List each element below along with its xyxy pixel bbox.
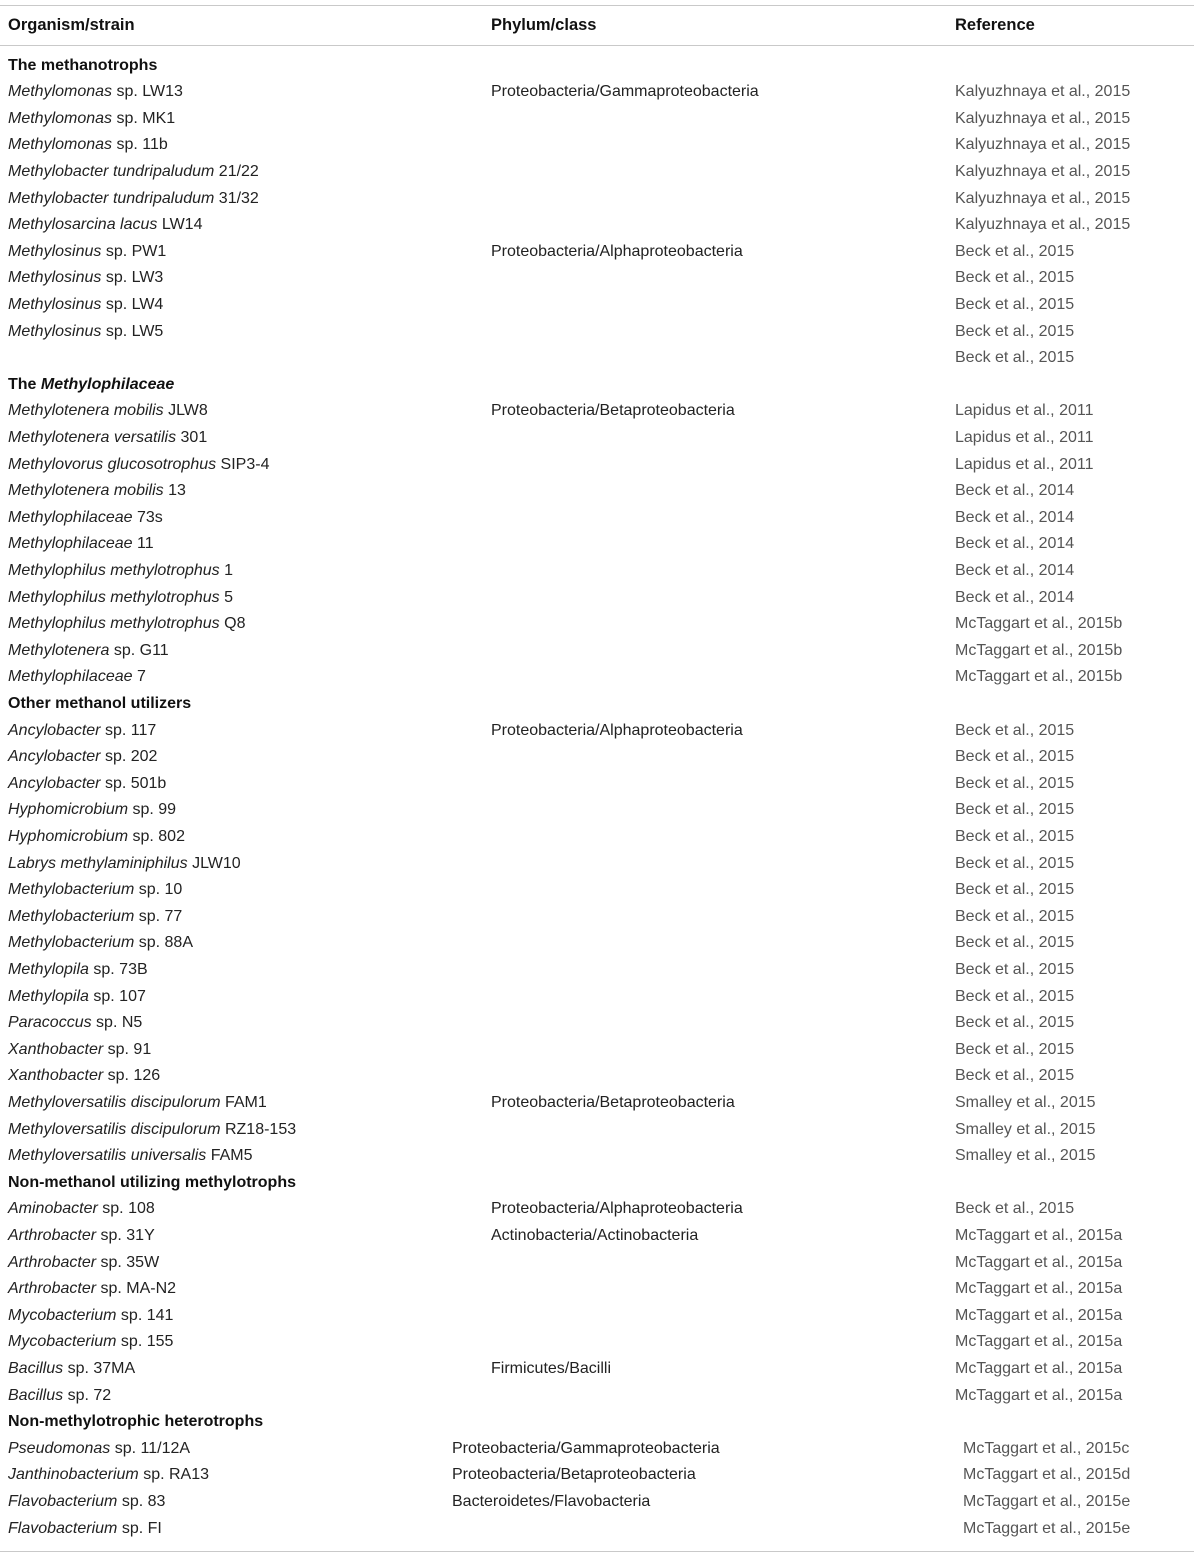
- table-row: [0, 1063, 1200, 1090]
- genus-name: Methylosarcina lacus: [8, 216, 158, 234]
- strain-name: 5: [219, 588, 234, 606]
- genus-name: Xanthobacter: [8, 1067, 104, 1085]
- genus-name: Methyloversatilis universalis: [8, 1147, 207, 1165]
- genus-name: Methylosinus: [8, 269, 102, 287]
- genus-name: Ancylobacter: [8, 774, 101, 792]
- strain-name: sp. LW5: [101, 322, 164, 340]
- genus-name: Ancylobacter: [8, 721, 101, 739]
- genus-name: Hyphomicrobium: [8, 801, 129, 819]
- genus-name: Methylobacter tundripaludum: [8, 162, 215, 180]
- reference-cell: Beck et al., 2015: [955, 349, 1075, 367]
- organism-cell: [8, 1276, 176, 1303]
- table-row: [0, 664, 1200, 691]
- strain-name: sp. PW1: [101, 242, 167, 260]
- strain-name: sp. 107: [88, 987, 146, 1005]
- genus-name: Methylophilaceae: [8, 668, 133, 686]
- table-row: [0, 186, 1200, 213]
- strain-name: JLW10: [187, 854, 241, 872]
- reference-cell: McTaggart et al., 2015c: [963, 1439, 1130, 1457]
- organism-cell: [8, 744, 157, 771]
- phylum-cell: Actinobacteria/Actinobacteria: [491, 1226, 699, 1244]
- organism-cell: [8, 984, 146, 1011]
- strain-name: 301: [176, 428, 208, 446]
- genus-name: Ancylobacter: [8, 748, 101, 766]
- table-row: [0, 1383, 1200, 1410]
- strain-name: sp. 37MA: [63, 1359, 136, 1377]
- table-row: [0, 1010, 1200, 1037]
- organism-cell: [8, 531, 154, 558]
- strain-name: FAM1: [220, 1093, 267, 1111]
- table-row: [0, 1223, 1200, 1250]
- section-title: [8, 53, 157, 80]
- table-row: [0, 1436, 1200, 1463]
- organism-cell: [8, 398, 208, 425]
- phylum-cell: Proteobacteria/Betaproteobacteria: [452, 1466, 696, 1484]
- strain-name: RZ18-153: [220, 1120, 297, 1138]
- reference-cell: Beck et al., 2015: [955, 1067, 1075, 1085]
- reference-cell: McTaggart et al., 2015a: [955, 1280, 1123, 1298]
- strain-name: sp. 73B: [88, 960, 148, 978]
- strain-name: FAM5: [206, 1147, 253, 1165]
- strain-name: sp. RA13: [138, 1466, 210, 1484]
- strain-name: sp. FI: [117, 1519, 162, 1537]
- table-row: [0, 585, 1200, 612]
- table-row: [0, 1276, 1200, 1303]
- strain-name: SIP3-4: [216, 455, 270, 473]
- section-title: [8, 1409, 263, 1436]
- reference-cell: Beck et al., 2015: [955, 242, 1075, 260]
- table-row: [0, 558, 1200, 585]
- strain-name: sp. 126: [103, 1067, 161, 1085]
- section-row: [0, 1409, 1200, 1436]
- reference-cell: Beck et al., 2015: [955, 721, 1075, 739]
- strain-name: 11: [132, 535, 154, 553]
- organism-cell: [8, 718, 156, 745]
- section-title: [8, 691, 191, 718]
- table-row: [0, 1356, 1200, 1383]
- phylum-cell: Proteobacteria/Gammaproteobacteria: [491, 83, 759, 101]
- organism-cell: [8, 186, 259, 213]
- reference-cell: Beck et al., 2015: [955, 269, 1075, 287]
- genus-name: Methyloversatilis discipulorum: [8, 1093, 221, 1111]
- organism-cell: [8, 585, 233, 612]
- reference-cell: Kalyuzhnaya et al., 2015: [955, 162, 1131, 180]
- genus-name: Methylobacterium: [8, 881, 135, 899]
- strain-name: JLW8: [163, 402, 208, 420]
- table-row: [0, 1037, 1200, 1064]
- genus-name: Mycobacterium: [8, 1306, 117, 1324]
- table-row: [0, 1090, 1200, 1117]
- organism-cell: [8, 1329, 173, 1356]
- genus-name: Methylophilus methylotrophus: [8, 588, 220, 606]
- reference-cell: McTaggart et al., 2015a: [955, 1359, 1123, 1377]
- table-row: [0, 1489, 1200, 1516]
- organism-cell: [8, 1090, 267, 1117]
- genus-name: Methylopila: [8, 960, 89, 978]
- genus-name: Methylobacterium: [8, 907, 135, 925]
- organism-cell: [8, 1516, 162, 1543]
- organism-cell: [8, 824, 185, 851]
- table-row: [0, 1143, 1200, 1170]
- table-row: [0, 1516, 1200, 1543]
- header-phylum: Phylum/class: [491, 16, 597, 34]
- strain-name: sp. 91: [103, 1040, 152, 1058]
- organism-cell: [8, 1303, 173, 1330]
- reference-cell: Beck et al., 2015: [955, 748, 1075, 766]
- strain-name: sp. 72: [63, 1386, 112, 1404]
- reference-cell: Beck et al., 2014: [955, 508, 1075, 526]
- table-row: [0, 478, 1200, 505]
- genus-name: Arthrobacter: [8, 1253, 97, 1271]
- genus-name: Hyphomicrobium: [8, 827, 129, 845]
- genus-name: Bacillus: [8, 1386, 64, 1404]
- table-row: [0, 106, 1200, 133]
- strain-name: sp. 31Y: [96, 1226, 155, 1244]
- reference-cell: Beck et al., 2015: [955, 801, 1075, 819]
- organism-cell: [8, 79, 183, 106]
- table-row: [0, 425, 1200, 452]
- reference-cell: McTaggart et al., 2015a: [955, 1386, 1123, 1404]
- reference-cell: McTaggart et al., 2015a: [955, 1306, 1123, 1324]
- table-row: [0, 452, 1200, 479]
- reference-cell: Beck et al., 2015: [955, 827, 1075, 845]
- reference-cell: Lapidus et al., 2011: [955, 428, 1094, 446]
- reference-cell: Kalyuzhnaya et al., 2015: [955, 109, 1131, 127]
- organism-cell: [8, 265, 163, 292]
- table-row: [0, 718, 1200, 745]
- strain-name: sp. N5: [91, 1014, 143, 1032]
- strain-name: 1: [219, 561, 234, 579]
- table-row: [0, 1303, 1200, 1330]
- organism-cell: [8, 478, 186, 505]
- reference-cell: Beck et al., 2015: [955, 854, 1075, 872]
- strain-name: sp. 141: [116, 1306, 174, 1324]
- reference-cell: Smalley et al., 2015: [955, 1093, 1096, 1111]
- table-row: [0, 797, 1200, 824]
- genus-name: Pseudomonas: [8, 1439, 111, 1457]
- organism-cell: [8, 212, 202, 239]
- organism-cell: [8, 1383, 111, 1410]
- table-row: [0, 851, 1200, 878]
- phylum-cell: Proteobacteria/Alphaproteobacteria: [491, 242, 743, 260]
- reference-cell: Beck et al., 2014: [955, 535, 1075, 553]
- organism-cell: [8, 1063, 160, 1090]
- table-row: [0, 505, 1200, 532]
- section-row: [0, 1170, 1200, 1197]
- reference-cell: Beck et al., 2015: [955, 1040, 1075, 1058]
- genus-name: Arthrobacter: [8, 1226, 97, 1244]
- reference-cell: Kalyuzhnaya et al., 2015: [955, 216, 1131, 234]
- table-row: [0, 984, 1200, 1011]
- header-rule: [0, 45, 1194, 46]
- strain-name: sp. 202: [100, 748, 158, 766]
- genus-name: Methylophilus methylotrophus: [8, 561, 220, 579]
- table-row: [0, 771, 1200, 798]
- strain-name: 7: [132, 668, 146, 686]
- section-row: [0, 372, 1200, 399]
- section-text-italic: Methylophilaceae: [40, 375, 175, 393]
- section-text: Non-methylotrophic heterotrophs: [8, 1413, 264, 1431]
- reference-cell: Beck et al., 2015: [955, 774, 1075, 792]
- strain-name: 73s: [132, 508, 163, 526]
- table-row: [0, 531, 1200, 558]
- genus-name: Labrys methylaminiphilus: [8, 854, 188, 872]
- organism-cell: [8, 1250, 159, 1277]
- table-row: [0, 319, 1200, 346]
- strain-name: sp. 11b: [112, 136, 168, 154]
- genus-name: Xanthobacter: [8, 1040, 104, 1058]
- organism-cell: [8, 1356, 135, 1383]
- section-text: Other methanol utilizers: [8, 694, 192, 712]
- section-row: [0, 691, 1200, 718]
- reference-cell: Kalyuzhnaya et al., 2015: [955, 136, 1131, 154]
- strain-name: sp. 802: [128, 827, 185, 845]
- strain-name: sp. 501b: [100, 774, 167, 792]
- genus-name: Methylomonas: [8, 83, 113, 101]
- table-row: [0, 1329, 1200, 1356]
- reference-cell: Lapidus et al., 2011: [955, 455, 1094, 473]
- organism-cell: [8, 425, 207, 452]
- organism-cell: [8, 1143, 253, 1170]
- organism-cell: [8, 319, 163, 346]
- strain-name: sp. 108: [97, 1200, 155, 1218]
- table-row: [0, 957, 1200, 984]
- organism-cell: [8, 505, 163, 532]
- genus-name: Methylophilaceae: [8, 535, 133, 553]
- reference-cell: Beck et al., 2015: [955, 987, 1075, 1005]
- organism-cell: [8, 159, 259, 186]
- table-row: [0, 292, 1200, 319]
- strain-name: sp. 99: [128, 801, 177, 819]
- organism-cell: [8, 1037, 151, 1064]
- organism-cell: [8, 611, 245, 638]
- table-row: [0, 824, 1200, 851]
- reference-cell: McTaggart et al., 2015e: [963, 1519, 1131, 1537]
- genus-name: Methylotenera: [8, 641, 110, 659]
- reference-cell: Beck et al., 2015: [955, 295, 1075, 313]
- reference-cell: McTaggart et al., 2015b: [955, 668, 1123, 686]
- reference-cell: Beck et al., 2015: [955, 1014, 1075, 1032]
- reference-cell: McTaggart et al., 2015b: [955, 641, 1123, 659]
- genus-name: Methylomonas: [8, 136, 113, 154]
- strain-name: Q8: [219, 615, 246, 633]
- strain-name: sp. G11: [109, 641, 169, 659]
- strain-name: sp. LW3: [101, 269, 164, 287]
- reference-cell: Beck et al., 2015: [955, 934, 1075, 952]
- organism-cell: [8, 452, 269, 479]
- table-row: [0, 904, 1200, 931]
- table-row: [0, 877, 1200, 904]
- genus-name: Methylotenera mobilis: [8, 482, 164, 500]
- organism-cell: [8, 1436, 190, 1463]
- table-row: [0, 159, 1200, 186]
- genus-name: Mycobacterium: [8, 1333, 117, 1351]
- top-rule: [0, 5, 1194, 6]
- organism-cell: [8, 1196, 155, 1223]
- table-row: [0, 265, 1200, 292]
- genus-name: Arthrobacter: [8, 1280, 97, 1298]
- reference-cell: McTaggart et al., 2015a: [955, 1226, 1123, 1244]
- genus-name: Flavobacterium: [8, 1519, 118, 1537]
- section-title: [8, 1170, 296, 1197]
- genus-name: Methylovorus glucosotrophus: [8, 455, 217, 473]
- reference-cell: McTaggart et al., 2015a: [955, 1333, 1123, 1351]
- organism-cell: [8, 957, 148, 984]
- header-row: [0, 10, 1200, 40]
- section-text: Non-methanol utilizing methylotrophs: [8, 1173, 296, 1191]
- genus-name: Methyloversatilis discipulorum: [8, 1120, 221, 1138]
- table-row: [0, 345, 1200, 372]
- phylum-cell: Proteobacteria/Betaproteobacteria: [491, 402, 735, 420]
- strain-name: 21/22: [214, 162, 259, 180]
- reference-cell: Beck et al., 2015: [955, 322, 1075, 340]
- strain-name: sp. 77: [134, 907, 183, 925]
- genus-name: Methylobacterium: [8, 934, 135, 952]
- organism-cell: [8, 292, 163, 319]
- organism-cell: [8, 1489, 165, 1516]
- strain-name: 13: [163, 482, 186, 500]
- strain-name: sp. 155: [116, 1333, 174, 1351]
- reference-cell: McTaggart et al., 2015d: [963, 1466, 1131, 1484]
- strain-name: 31/32: [214, 189, 259, 207]
- reference-cell: Lapidus et al., 2011: [955, 402, 1094, 420]
- section-text: The: [8, 375, 41, 393]
- section-row: [0, 53, 1200, 80]
- genus-name: Paracoccus: [8, 1014, 92, 1032]
- reference-cell: Kalyuzhnaya et al., 2015: [955, 189, 1131, 207]
- table-row: [0, 1462, 1200, 1489]
- reference-cell: Beck et al., 2014: [955, 588, 1075, 606]
- table-row: [0, 744, 1200, 771]
- bottom-rule: [0, 1551, 1194, 1552]
- organism-cell: [8, 664, 146, 691]
- genus-name: Methylotenera versatilis: [8, 428, 177, 446]
- genus-name: Methylosinus: [8, 322, 102, 340]
- reference-cell: McTaggart et al., 2015b: [955, 615, 1123, 633]
- genus-name: Methylobacter tundripaludum: [8, 189, 215, 207]
- table-row: [0, 1117, 1200, 1144]
- header-organism: Organism/strain: [8, 16, 135, 34]
- reference-cell: McTaggart et al., 2015e: [963, 1492, 1131, 1510]
- genus-name: Methylotenera mobilis: [8, 402, 164, 420]
- phylum-cell: Proteobacteria/Alphaproteobacteria: [491, 1200, 743, 1218]
- section-text: The methanotrophs: [8, 56, 158, 74]
- genus-name: Methylopila: [8, 987, 89, 1005]
- strain-name: sp. 88A: [134, 934, 193, 952]
- table-row: [0, 79, 1200, 106]
- genus-name: Methylophilaceae: [8, 508, 133, 526]
- table-row: [0, 930, 1200, 957]
- organism-cell: [8, 1223, 155, 1250]
- phylum-cell: Firmicutes/Bacilli: [491, 1359, 612, 1377]
- table-row: [0, 611, 1200, 638]
- table-row: [0, 398, 1200, 425]
- strain-name: sp. LW4: [101, 295, 164, 313]
- organism-cell: [8, 638, 169, 665]
- organism-cell: [8, 904, 182, 931]
- genus-name: Methylomonas: [8, 109, 113, 127]
- reference-cell: McTaggart et al., 2015a: [955, 1253, 1123, 1271]
- strain-name: sp. MK1: [112, 109, 176, 127]
- header-reference: Reference: [955, 16, 1035, 34]
- phylum-cell: Bacteroidetes/Flavobacteria: [452, 1492, 651, 1510]
- table-row: [0, 239, 1200, 266]
- organism-cell: [8, 1462, 209, 1489]
- genus-name: Methylosinus: [8, 242, 102, 260]
- genus-name: Janthinobacterium: [8, 1466, 139, 1484]
- organism-cell: [8, 106, 175, 133]
- strain-name: sp. MA-N2: [96, 1280, 177, 1298]
- table-row: [0, 1250, 1200, 1277]
- genus-name: Bacillus: [8, 1359, 64, 1377]
- strain-name: sp. 83: [117, 1492, 166, 1510]
- genus-name: Flavobacterium: [8, 1492, 118, 1510]
- table-row: [0, 1196, 1200, 1223]
- table-row: [0, 212, 1200, 239]
- reference-cell: Beck et al., 2014: [955, 561, 1075, 579]
- organism-cell: [8, 1010, 142, 1037]
- organism-cell: [8, 797, 176, 824]
- strain-name: sp. 117: [100, 721, 157, 739]
- reference-cell: Smalley et al., 2015: [955, 1120, 1096, 1138]
- phylum-cell: Proteobacteria/Alphaproteobacteria: [491, 721, 743, 739]
- organism-cell: [8, 239, 166, 266]
- genus-name: Methylophilus methylotrophus: [8, 615, 220, 633]
- phylum-cell: Proteobacteria/Betaproteobacteria: [491, 1093, 735, 1111]
- reference-cell: Beck et al., 2015: [955, 881, 1075, 899]
- strain-name: sp. 11/12A: [110, 1439, 191, 1457]
- organism-cell: [8, 771, 166, 798]
- table-row: [0, 132, 1200, 159]
- reference-cell: Beck et al., 2015: [955, 960, 1075, 978]
- organism-cell: [8, 1117, 296, 1144]
- section-title: [8, 372, 174, 399]
- strain-name: sp. 10: [134, 881, 183, 899]
- organism-cell: [8, 558, 233, 585]
- organism-cell: [8, 132, 168, 159]
- reference-cell: Beck et al., 2015: [955, 907, 1075, 925]
- organism-cell: [8, 877, 182, 904]
- organism-cell: [8, 930, 193, 957]
- table-row: [0, 638, 1200, 665]
- reference-cell: Beck et al., 2015: [955, 1200, 1075, 1218]
- organism-cell: [8, 851, 241, 878]
- genus-name: Aminobacter: [8, 1200, 98, 1218]
- strain-name: sp. 35W: [96, 1253, 160, 1271]
- genus-name: Methylosinus: [8, 295, 102, 313]
- strain-name: LW14: [157, 216, 203, 234]
- strain-name: sp. LW13: [112, 83, 183, 101]
- reference-cell: Kalyuzhnaya et al., 2015: [955, 83, 1131, 101]
- phylum-cell: Proteobacteria/Gammaproteobacteria: [452, 1439, 720, 1457]
- reference-cell: Beck et al., 2014: [955, 482, 1075, 500]
- reference-cell: Smalley et al., 2015: [955, 1147, 1096, 1165]
